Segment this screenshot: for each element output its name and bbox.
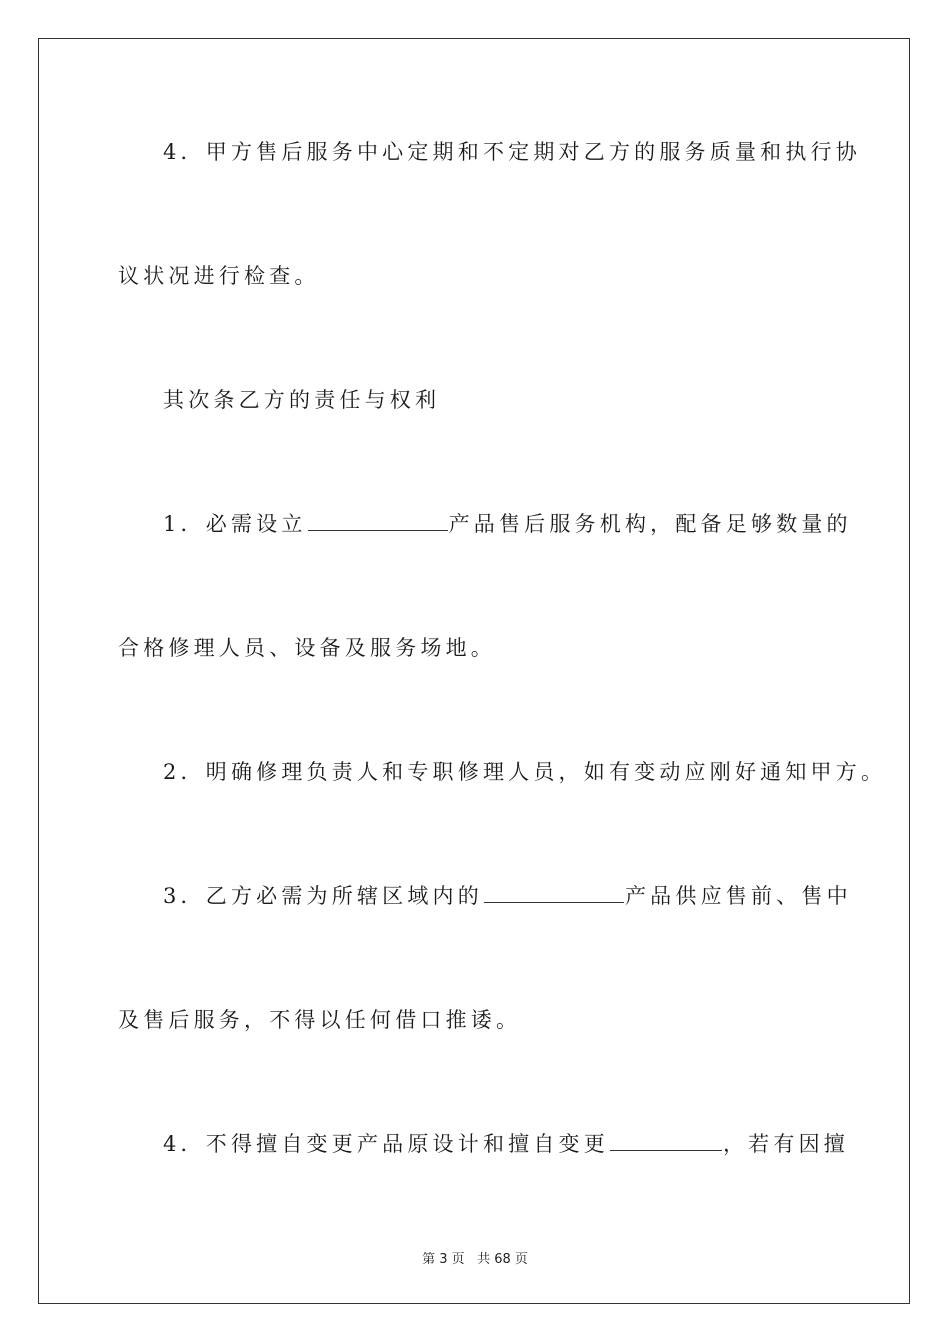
page-total: 共 68 页 xyxy=(477,1252,528,1267)
paragraph-line xyxy=(118,634,838,662)
section-heading xyxy=(163,386,883,414)
page-footer xyxy=(0,1248,950,1267)
paragraph-line xyxy=(163,510,883,538)
text-run: 议状况进行检查。 xyxy=(118,264,320,288)
text-run: 及售后服务，不得以任何借口推诿。 xyxy=(118,1008,522,1032)
fill-in-blank[interactable] xyxy=(484,882,624,903)
heading-text: 其次条乙方的责任与权利 xyxy=(163,388,441,412)
paragraph-line xyxy=(163,138,883,166)
text-run: 2．明确修理负责人和专职修理人员，如有变动应刚好通知甲方。 xyxy=(163,760,887,784)
text-run: 合格修理人员、设备及服务场地。 xyxy=(118,636,496,660)
text-run: 1．必需设立 xyxy=(163,512,307,536)
page-border xyxy=(38,38,910,1304)
text-run: 产品售后服务机构，配备足够数量的 xyxy=(448,512,852,536)
paragraph-line xyxy=(163,758,887,786)
text-run: 4．甲方售后服务中心定期和不定期对乙方的服务质量和执行协 xyxy=(163,140,861,164)
paragraph-line xyxy=(118,1006,838,1034)
text-run: 产品供应售前、售中 xyxy=(624,884,852,908)
page-number: 第 3 页 xyxy=(422,1252,465,1267)
text-run: 3．乙方必需为所辖区域内的 xyxy=(163,884,483,908)
text-run: 4．不得擅自变更产品原设计和擅自变更 xyxy=(163,1132,609,1156)
fill-in-blank[interactable] xyxy=(308,510,448,531)
paragraph-line xyxy=(118,262,838,290)
text-run: ，若有因擅 xyxy=(722,1132,849,1156)
fill-in-blank[interactable] xyxy=(610,1130,722,1151)
paragraph-line xyxy=(163,1130,883,1158)
paragraph-line xyxy=(163,882,883,910)
